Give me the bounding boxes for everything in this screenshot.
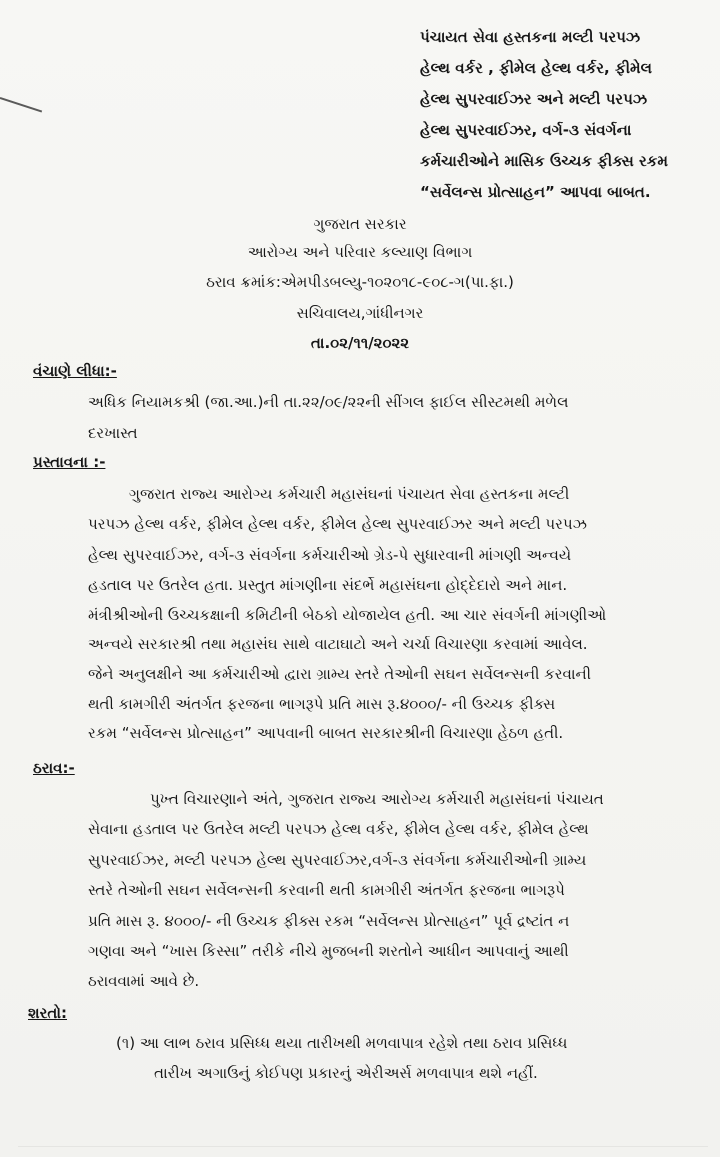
subject-block [420, 22, 700, 208]
stray-mark [0, 97, 42, 112]
resolution-date: તા.૦૨/૧૧/૨૦૨૨ [310, 334, 410, 352]
conditions-heading: શરતો: [28, 1004, 68, 1022]
preamble-line: ગુજરાત રાજ્ય આરોગ્ય કર્મચારી મહાસંઘનાં પંચાયત સેવા હસ્તકના મલ્ટી [129, 485, 570, 503]
preamble-line: પરપઝ હેલ્થ વર્કર, ફીમેલ હેલ્થ વર્કર, ફીમેલ હેલ્થ સુપરવાઈઝર અને મલ્ટી પરપઝ [88, 515, 587, 533]
subject-line: પંચાયત સેવા હસ્તકના મલ્ટી પરપઝ [420, 28, 641, 46]
preamble-line: રકમ “સર્વેલન્સ પ્રોત્સાહન” આપવાની બાબત સરકારશ્રીની વિચારણા હેઠળ હતી. [88, 724, 564, 742]
resolution-line: ગણવા અને “ખાસ કિસ્સા” તરીકે નીચે મુજબની શરતોને આધીન આપવાનું આથી [88, 942, 569, 960]
office-location: સચિવાલય,ગાંધીનગર [296, 304, 424, 322]
preamble-line: જેને અનુલક્ષીને આ કર્મચારીઓ દ્વારા ગ્રામ્ય સ્તરે તેઓની સઘન સર્વેલન્સની કરવાની [88, 665, 591, 683]
department-title: આરોગ્ય અને પરિવાર કલ્યાણ વિભાગ [247, 243, 473, 261]
read-line: દરખાસ્ત [88, 424, 138, 442]
resolution-heading: ઠરાવ:- [33, 759, 75, 777]
resolution-number: ઠરાવ ક્રમાંક:એમપીડબલ્યુ-૧૦૨૦૧૮-૯૦૮-ગ(પા.ફા.) [206, 273, 514, 291]
preamble-heading: પ્રસ્તાવના :- [33, 453, 106, 471]
subject-line: “સર્વેલન્સ પ્રોત્સાહન” આપવા બાબત. [420, 183, 651, 201]
subject-line: હેલ્થ વર્કર , ફીમેલ હેલ્થ વર્કર, ફીમેલ [420, 59, 652, 77]
resolution-line: સ્તરે તેઓની સઘન સર્વેલન્સની કરવાની થતી કામગીરી અંતર્ગત ફરજના ભાગરૂપે [88, 881, 565, 899]
read-line: અધિક નિયામકશ્રી (જા.આ.)ની તા.૨૨/૦૯/૨૨ની સીંગલ ફાઈલ સીસ્ટમથી મળેલ [88, 393, 569, 411]
subject-line: હેલ્થ સુપરવાઈઝર અને મલ્ટી પરપઝ [420, 90, 648, 108]
subject-line: હેલ્થ સુપરવાઈઝર, વર્ગ-૩ સંવર્ગના [420, 121, 632, 139]
read-heading: વંચાણે લીધા:- [33, 362, 117, 380]
resolution-line: સુપરવાઈઝર, મલ્ટી પરપઝ હેલ્થ સુપરવાઈઝર,વર્ગ-૩ સંવર્ગના કર્મચારીઓની ગ્રામ્ય [88, 851, 587, 869]
resolution-line: પુખ્ત વિચારણાને અંતે, ગુજરાત રાજ્ય આરોગ્ય કર્મચારી મહાસંઘનાં પંચાયત [150, 790, 604, 808]
government-title: ગુજરાત સરકાર [313, 215, 407, 233]
condition-line: (૧) આ લાભ ઠરાવ પ્રસિધ્ધ થયા તારીખથી મળવાપાત્ર રહેશે તથા ઠરાવ પ્રસિધ્ધ [116, 1034, 568, 1052]
preamble-line: હેલ્થ સુપરવાઈઝર, વર્ગ-૩ સંવર્ગના કર્મચારીઓ ગ્રેડ-પે સુધારવાની માંગણી અન્વયે [88, 546, 572, 564]
page-edge-shadow [18, 1146, 708, 1147]
resolution-line: પ્રતિ માસ રૂ. ૪૦૦૦/- ની ઉચ્ચક ફીક્સ રકમ “સર્વેલન્સ પ્રોત્સાહન” પૂર્વ દ્રષ્ટાંત ન [88, 912, 570, 930]
subject-line: કર્મચારીઓને માસિક ઉચ્ચક ફીક્સ રકમ [420, 152, 668, 170]
preamble-line: મંત્રીશ્રીઓની ઉચ્ચકક્ષાની કમિટીની બેઠકો યોજાયેલ હતી. આ ચાર સંવર્ગની માંગણીઓ [88, 606, 607, 624]
preamble-line: હડતાલ પર ઉતરેલ હતા. પ્રસ્તુત માંગણીના સંદર્ભે મહાસંઘના હોદ્દેદારો અને માન. [88, 576, 568, 594]
resolution-line: સેવાના હડતાલ પર ઉતરેલ મલ્ટી પરપઝ હેલ્થ વર્કર, ફીમેલ હેલ્થ વર્કર, ફીમેલ હેલ્થ [88, 820, 589, 838]
condition-line: તારીખ અગાઉનું કોઈપણ પ્રકારનું એરીઅર્સ મળવાપાત્ર થશે નહીં. [154, 1064, 538, 1082]
preamble-line: થતી કામગીરી અંતર્ગત ફરજના ભાગરૂપે પ્રતિ માસ રૂ.૪૦૦૦/- ની ઉચ્ચક ફીક્સ [88, 695, 556, 713]
resolution-line: ઠરાવવામાં આવે છે. [88, 972, 200, 990]
preamble-line: અન્વયે સરકારશ્રી તથા મહાસંઘ સાથે વાટાઘાટો અને ચર્ચા વિચારણા કરવામાં આવેલ. [88, 635, 588, 653]
